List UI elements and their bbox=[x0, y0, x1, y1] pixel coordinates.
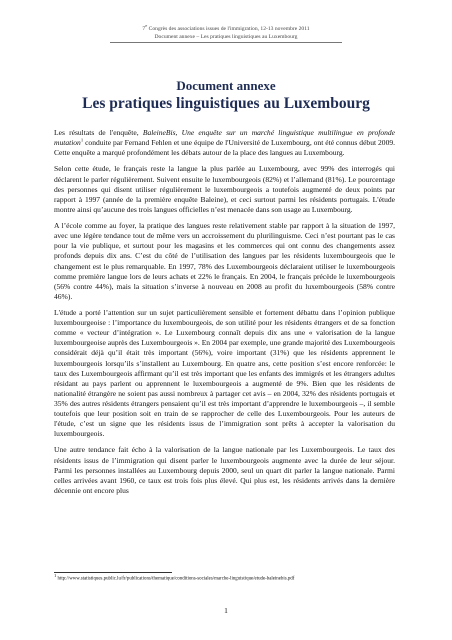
footnote-reference: 1 bbox=[80, 137, 84, 143]
paragraph-other-trend: Une autre tendance fait écho à la valorisation de la langue nationale par les Luxembourgeois. Le taux des résidents issus de l’immigration qui disent parler le luxembourgeois augmente avec la durée de leur séjour. Parmi les personnes installées au Luxembourg depuis 2000, seul un quart dit parler la langue nationale. Parmi celles arrivées avant 1960, ce taux est trois fois plus élevé. Qui plus est, les résidents arrivés dans la dernière décennie ont encore plus bbox=[54, 445, 395, 495]
running-header-congress bbox=[0, 23, 452, 32]
document-title: Les pratiques linguistiques au Luxembourg bbox=[82, 95, 370, 112]
header-ordinal-suffix: e bbox=[145, 23, 148, 29]
page-number: 1 bbox=[224, 606, 228, 615]
paragraph-languages-spoken: Selon cette étude, le français reste la langue la plus parlée au Luxembourg, avec 99% des interrogés qui déclarent le parler régulièrement. Suivent ensuite le luxembourgeois (82%) et l’allemand (81%). Le pourcentage des personnes qui disent utiliser régulièrement le luxembourgeois a toutefois augmenté de deux points par rapport à 1997 (année de la première enquête Baleine), et ceci surtout parmi les résidents portugais. L'étude montre ainsi qu’aucune des trois langues officielles n’est menacée dans son usage au Luxembourg. bbox=[54, 164, 395, 214]
paragraph-intro bbox=[54, 128, 395, 158]
footnote-number: 1 bbox=[54, 573, 57, 578]
paragraph-intro-end: conduite par Fernand Fehlen et une équipe de l'Université de Luxembourg, ont été connus début 2009. Cette enquête a marqué profondément les débats autour de la place des langues au Luxembourg. bbox=[54, 138, 395, 158]
paragraph-intro-start: Les résultats de l'enquête, bbox=[54, 128, 143, 137]
study-title: BaleineBis, Une enquête sur un marché linguistique multilingue en profonde mutation bbox=[54, 128, 395, 148]
paragraph-public-opinion: L'étude a porté l’attention sur un sujet particulièrement sensible et fortement débattu dans l’opinion publique luxembourgeoise : l’importance du luxembourgeois, de son utilité pour les résidents étrangers et de sa fonction comme « vecteur d’intégration ». Le Luxembourg connaît depuis dix ans une « valorisation de la langue luxembourgeoise auprès des Luxembourgeois ». En 2004 par exemple, une grande majorité des Luxembourgeois considérait déjà qu’il était très important (56%), voire important (31%) que les résidents apprennent le luxembourgeois lorsqu’ils s’installent au Luxembourg. En quatre ans, cette position s’est encore renforcée: le taux des Luxembourgeois affirmant qu’il est très important que les enfants des immigrés et les étrangers adultes résidant au pays parlent ou apprennent le luxembourgeois a augmenté de 9%. Bien que les résidents de nationalité étrangère ne soient pas aussi nombreux à partager cet avis – en 2004, 32% des résidents portugais et 35% des autres résidents étrangers pensaient qu’il est très important d’apprendre le luxembourgeois –, il semble toutefois que leur position soit en train de se rapprocher de celle des Luxembourgeois. Pour les auteurs de l'étude, c’est un signe que les résidents issus de l’immigration sont prêts à accepter la valorisation du luxembourgeois. bbox=[54, 308, 395, 439]
footnote-divider bbox=[54, 572, 172, 573]
paragraph-school-and-home: A l’école comme au foyer, la pratique des langues reste relativement stable par rapport à la situation de 1997, avec une légère tendance tout de même vers un accroissement du plurilinguisme. Ceci n’est pourtant pas le cas pour la vie publique, et surtout pour les magasins et les commerces qui ont connu des changements assez profonds depuis dix ans. C’est du côté de l’utilisation des langues par les résidents luxembourgeois que le changement est le plus remarquable. En 1997, 78% des Luxembourgeois déclaraient utiliser le luxembourgeois comme première langue lors de leurs achats et 22% le français. En 2004, le français précède le luxembourgeois (56% contre 44%), mais la situation s’inverse à nouveau en 2008 au profit du luxembourgeois (58% contre 46%). bbox=[54, 221, 395, 301]
document-label: Document annexe bbox=[176, 78, 276, 93]
footnote bbox=[54, 573, 414, 582]
header-divider bbox=[110, 42, 342, 43]
body-text bbox=[54, 128, 395, 502]
header-congress-text: Congrès des associations issues de l'immigration, 12-13 novembre 2011 bbox=[147, 26, 310, 32]
running-header-title: Document annexe – Les pratiques linguistiques au Luxembourg bbox=[154, 34, 298, 40]
footnote-url-link[interactable]: http://www.statistiques.public.lu/fr/publications/thematique/conditions-sociales/marche-linguistique/etude-baleinebis.pdf bbox=[56, 576, 295, 582]
header-ordinal: 7 bbox=[142, 26, 146, 32]
